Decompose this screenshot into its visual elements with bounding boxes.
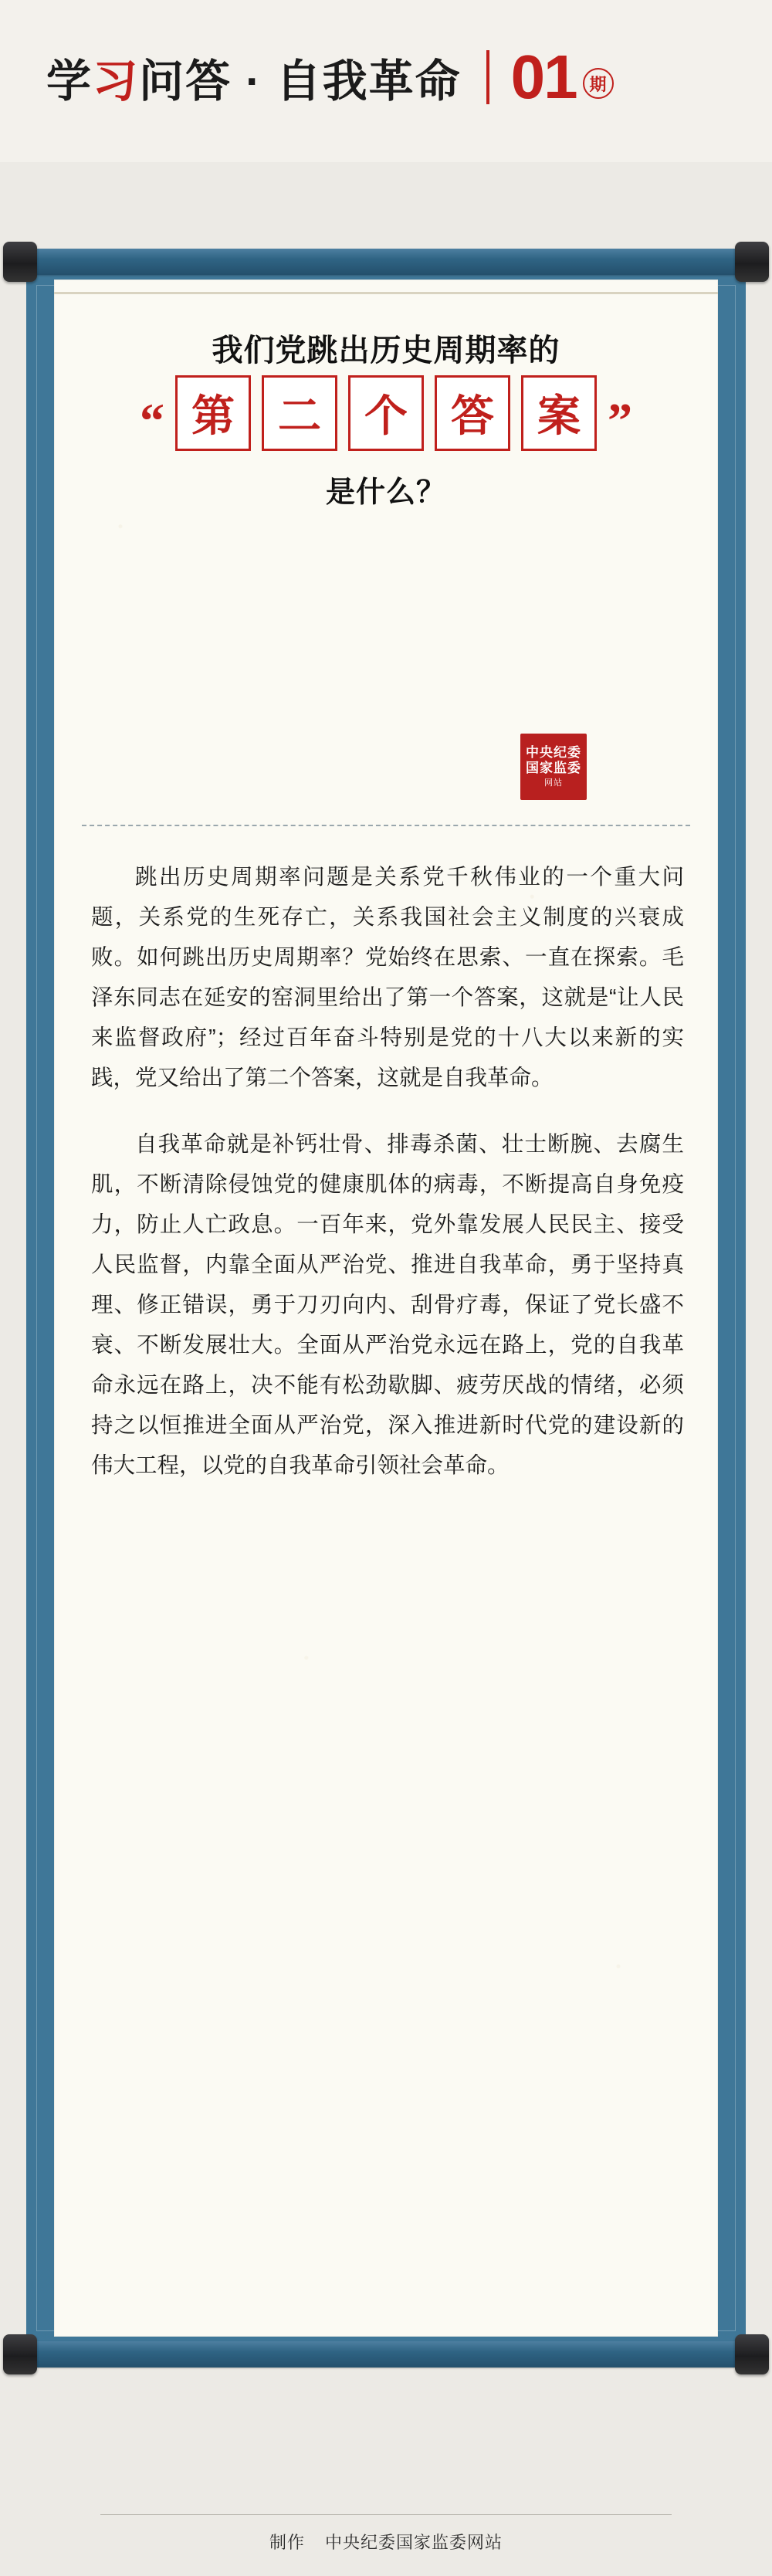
scroll-knob-bottom-left <box>3 2334 37 2374</box>
poster-paper <box>54 280 718 2337</box>
boxed-char-1: 二 <box>262 375 337 451</box>
official-seal <box>520 734 587 800</box>
page-header <box>0 0 772 162</box>
issue-number: 01 <box>510 42 577 111</box>
paper-top-rule <box>54 292 718 294</box>
seal-line-3: 网站 <box>544 778 563 788</box>
poster-title-line2: 是什么？ <box>325 476 446 509</box>
scroll-poster <box>0 162 772 2494</box>
footer-maker-label: 制作 <box>269 2533 305 2552</box>
footer-credit <box>0 2530 772 2554</box>
page-title-part1: 学 <box>46 56 93 107</box>
boxed-char-0: 第 <box>175 375 251 451</box>
content-divider <box>82 825 690 826</box>
scroll-knob-top-left <box>3 242 37 282</box>
scroll-knob-top-right <box>735 242 769 282</box>
footer-maker-name: 中央纪委国家监委网站 <box>325 2533 503 2552</box>
quote-open-mark: “ <box>140 393 164 448</box>
boxed-char-2: 个 <box>348 375 424 451</box>
body-paragraph-2: 自我革命就是补钙壮骨、排毒杀菌、壮士断腕、去腐生肌，不断清除侵蚀党的健康肌体的病毒，不断提高自身免疫力，防止人亡政息。一百年来，党外靠发展人民民主、接受人民监督，内靠全面从严治党、推进自我革命，勇于坚持真理、修正错误，勇于刀刃向内、刮骨疗毒，保证了党长盛不衰、不断发展壮大。全面从严治党永远在路上，党的自我革命永远在路上，决不能有松劲歇脚、疲劳厌战的情绪，必须持之以恒推进全面从严治党，深入推进新时代党的建设新的伟大工程，以党的自我革命引领社会革命。 <box>91 1132 684 1478</box>
boxed-char-4: 案 <box>521 375 597 451</box>
quote-close-mark: ” <box>608 393 632 448</box>
issue-unit-circle <box>583 68 614 99</box>
poster-body <box>91 857 684 1512</box>
scroll-roller-bottom <box>11 2341 761 2368</box>
page-title-part2: 问答 · 自我革命 <box>139 56 462 107</box>
scroll-knob-bottom-right <box>735 2334 769 2374</box>
seal-line-2: 国家监委 <box>526 761 581 776</box>
header-inner <box>46 42 614 111</box>
page-title-highlight: 习 <box>93 56 140 107</box>
header-divider <box>486 50 489 104</box>
footer-divider <box>100 2514 672 2515</box>
seal-line-1: 中央纪委 <box>526 744 581 760</box>
page-footer <box>0 2494 772 2576</box>
issue-badge <box>510 42 614 111</box>
page-title <box>46 45 462 110</box>
body-paragraph-1: 跳出历史周期率问题是关系党千秋伟业的一个重大问题，关系党的生死存亡，关系我国社会主义制度的兴衰成败。如何跳出历史周期率？党始终在思索、一直在探索。毛泽东同志在延安的窑洞里给出了第一个答案，这就是“让人民来监督政府”；经过百年奋斗特别是党的十八大以来新的实践，党又给出了第二个答案，这就是自我革命。 <box>91 865 684 1090</box>
poster-title-line1: 我们党跳出历史周期率的 <box>212 334 560 368</box>
scroll-roller-top <box>11 249 761 275</box>
boxed-char-3: 答 <box>435 375 510 451</box>
boxed-answer-row <box>54 375 718 451</box>
issue-unit-label: 期 <box>589 74 607 94</box>
